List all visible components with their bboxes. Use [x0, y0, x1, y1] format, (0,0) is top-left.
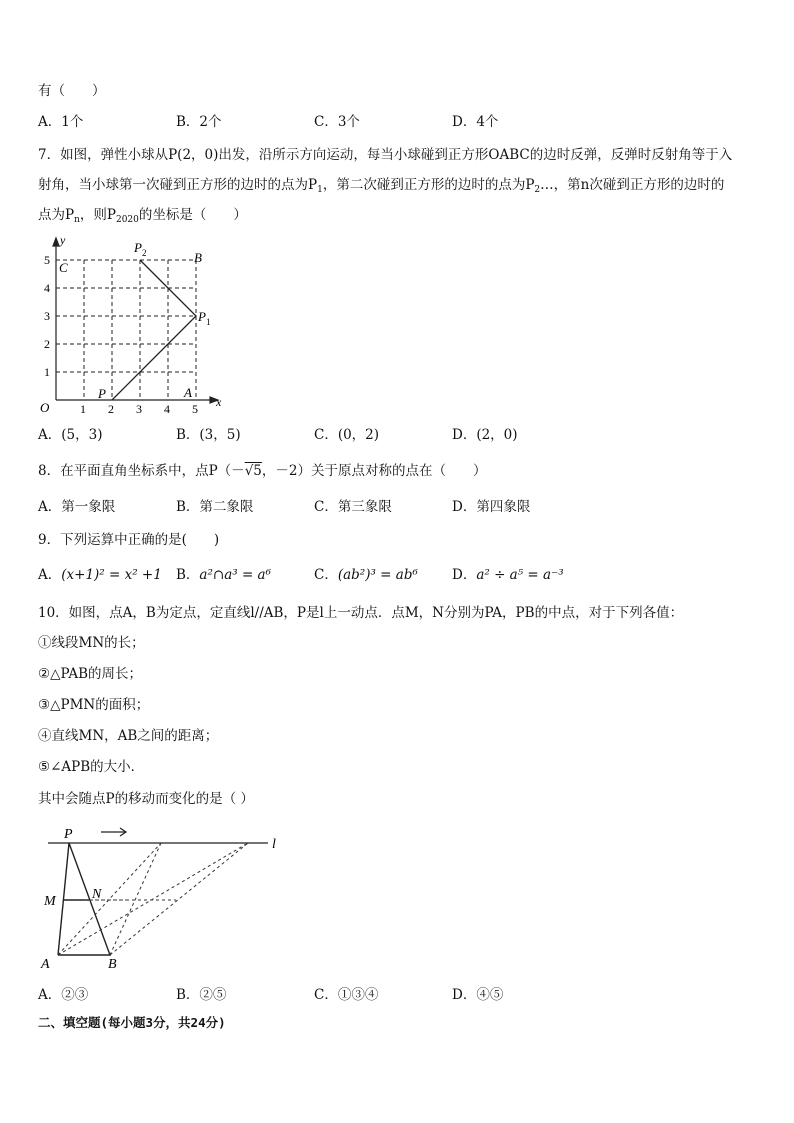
triangle-pab: [58, 843, 110, 955]
q9-option-b: B．a²∩a³ = a⁶: [176, 567, 272, 583]
point-m-label: M: [44, 894, 56, 909]
q10-item-1: ①线段MN的长；: [38, 635, 145, 651]
y-axis-label: y: [60, 233, 66, 247]
q10-triangle-figure: [36, 820, 296, 975]
point-b-label: B: [108, 957, 117, 972]
origin-label: O: [40, 400, 50, 415]
q9-option-d: D．a² ÷ a⁵ = a⁻³: [452, 567, 564, 583]
q10-question: 其中会随点P的移动而变化的是（ ）: [38, 791, 254, 807]
q7-stem-line1: 7．如图，弹性小球从P(2，0)出发，沿所示方向运动，每当小球碰到正方形OABC的边时反弹，反弹时反射角等于入: [38, 147, 733, 163]
q10-option-a: A．②③: [38, 987, 89, 1003]
x-tick-label: 4: [164, 402, 170, 416]
point-a-label: A: [184, 385, 192, 400]
q7-option-b: B．(3，5): [176, 427, 241, 443]
q9-stem: 9．下列运算中正确的是( ): [38, 532, 220, 548]
x-tick-label: 3: [136, 402, 142, 416]
x-tick-label: 5: [192, 402, 198, 416]
line-l-label: l: [272, 837, 276, 852]
y-tick-label: 4: [44, 281, 50, 295]
q6-option-b: B．2个: [176, 114, 222, 130]
q10-item-4: ④直线MN，AB之间的距离；: [38, 728, 219, 744]
point-p-label: P: [98, 386, 106, 401]
q7-option-c: C．(0，2): [314, 427, 380, 443]
y-tick-label: 3: [44, 309, 50, 323]
q10-item-5: ⑤∠APB的大小．: [38, 759, 145, 775]
q8-stem: 8．在平面直角坐标系中，点P（－√5，－2）关于原点对称的点在（ ）: [38, 463, 487, 479]
x-axis-label: x: [216, 395, 222, 409]
q8-option-d: D．第四象限: [452, 499, 531, 515]
point-p-label: P: [64, 827, 73, 842]
q7-option-a: A．(5，3): [38, 427, 103, 443]
ball-path: [112, 260, 196, 400]
q6-option-d: D．4个: [452, 114, 499, 130]
point-p2-label: $P_2$: [134, 240, 147, 258]
q9-option-a: A．(x+1)² = x² +1: [38, 567, 162, 583]
q10-option-d: D．④⑤: [452, 987, 504, 1003]
q8-option-b: B．第二象限: [176, 499, 254, 515]
q10-option-b: B．②⑤: [176, 987, 227, 1003]
point-c-label: C: [59, 260, 68, 275]
q6-stem-end: 有（ ）: [38, 83, 106, 99]
dashed-lines: [58, 843, 248, 955]
q7-option-d: D．(2，0): [452, 427, 518, 443]
q7-stem-line2: 射角，当小球第一次碰到正方形的边时的点为$P_1$，第二次碰到正方形的边时的点为$P_2\dots$，第n次碰到正方形的边时的: [38, 177, 725, 195]
q10-item-3: ③△PMN的面积；: [38, 697, 150, 713]
q7-coordinate-figure: [36, 232, 236, 417]
q8-option-c: C．第三象限: [314, 499, 392, 515]
q9-option-c: C．(ab²)³ = ab⁶: [314, 567, 418, 583]
motion-arrow: [101, 828, 126, 836]
q10-stem: 10．如图，点A，B为定点，定直线l//AB，P是l上一动点．点M，N分别为PA，PB的中点，对于下列各值：: [38, 605, 684, 621]
point-n-label: N: [92, 887, 102, 902]
q6-option-c: C．3个: [314, 114, 360, 130]
y-tick-label: 1: [44, 365, 50, 379]
q7-stem-line3: 点为$P_n$，则$P_{2020}$的坐标是（ ）: [38, 207, 247, 225]
grid-lines: [56, 260, 196, 400]
q8-option-a: A．第一象限: [38, 499, 116, 515]
x-tick-label: 1: [80, 402, 86, 416]
section-2-title: 二、填空题(每小题3分，共24分): [38, 1015, 226, 1030]
x-tick-label: 2: [108, 402, 114, 416]
y-tick-label: 5: [44, 253, 50, 267]
point-b-label: B: [194, 250, 202, 265]
q6-option-a: A．1个: [38, 114, 84, 130]
q10-option-c: C．①③④: [314, 987, 379, 1003]
point-p1-label: $P_1$: [198, 309, 211, 327]
q10-item-2: ②△PAB的周长；: [38, 666, 142, 682]
point-a-label: A: [41, 957, 50, 972]
y-tick-label: 2: [44, 337, 50, 351]
